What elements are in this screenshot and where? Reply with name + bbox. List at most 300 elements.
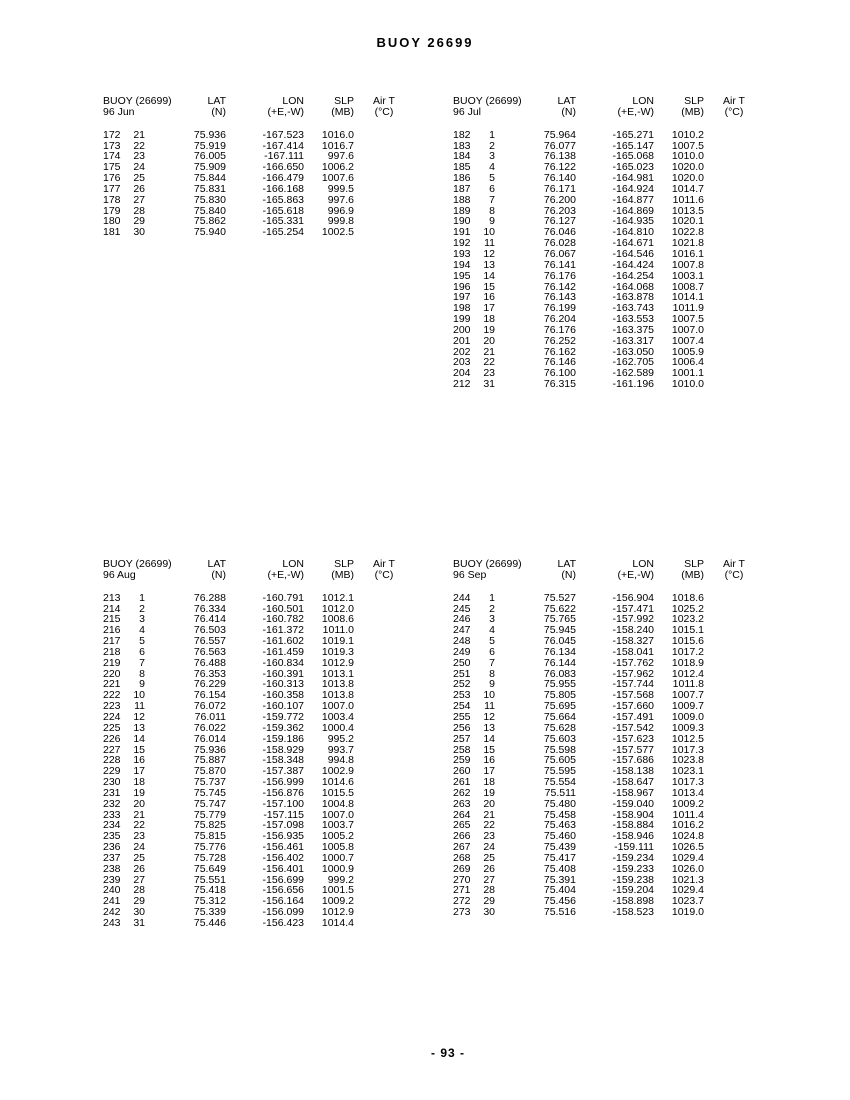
day-cell: 26 bbox=[133, 862, 145, 875]
lon-unit: (+E,-W) bbox=[617, 105, 654, 118]
day-cell: 20 bbox=[483, 797, 495, 810]
lat-cell: 76.122 bbox=[543, 161, 576, 174]
slp-cell: 997.6 bbox=[327, 150, 354, 163]
day-of-year-cell: 183 bbox=[453, 139, 471, 152]
lat-cell: 76.557 bbox=[193, 635, 226, 648]
day-cell: 1 bbox=[139, 591, 145, 604]
table-row bbox=[453, 303, 764, 314]
day-cell: 11 bbox=[484, 700, 495, 713]
day-cell: 4 bbox=[489, 624, 495, 637]
day-of-year-cell: 189 bbox=[453, 204, 471, 217]
day-cell: 11 bbox=[134, 700, 145, 713]
slp-cell: 1003.1 bbox=[671, 269, 704, 282]
day-cell: 28 bbox=[483, 884, 495, 897]
lon-cell: -167.414 bbox=[262, 139, 304, 152]
table-row bbox=[453, 227, 764, 238]
day-cell: 1 bbox=[489, 591, 495, 604]
lat-cell: 76.138 bbox=[543, 150, 576, 163]
table-row bbox=[103, 864, 414, 875]
day-cell: 13 bbox=[483, 258, 495, 271]
slp-cell: 1019.0 bbox=[671, 906, 704, 919]
lon-unit: (+E,-W) bbox=[267, 568, 304, 581]
table-row bbox=[453, 820, 764, 831]
slp-cell: 999.8 bbox=[327, 215, 354, 228]
lon-cell: -165.271 bbox=[612, 128, 654, 141]
buoy-id-header: BUOY (26699) bbox=[103, 95, 172, 107]
table-row bbox=[103, 745, 414, 756]
table-row bbox=[453, 799, 764, 810]
table-row bbox=[103, 593, 414, 604]
lon-cell: -159.040 bbox=[612, 797, 654, 810]
lon-cell: -160.501 bbox=[262, 602, 304, 615]
day-cell: 8 bbox=[139, 667, 145, 680]
day-of-year-cell: 253 bbox=[453, 689, 471, 702]
day-of-year-cell: 230 bbox=[103, 776, 121, 789]
lon-cell: -159.234 bbox=[612, 851, 654, 864]
day-cell: 2 bbox=[489, 139, 495, 152]
lat-cell: 76.154 bbox=[193, 689, 226, 702]
lon-cell: -167.523 bbox=[262, 128, 304, 141]
table-row bbox=[453, 206, 764, 217]
lon-cell: -157.660 bbox=[612, 700, 654, 713]
day-of-year-cell: 195 bbox=[453, 269, 471, 282]
table-header-row bbox=[103, 96, 414, 107]
lat-cell: 75.909 bbox=[193, 161, 226, 174]
day-cell: 8 bbox=[489, 204, 495, 217]
slp-cell: 1010.0 bbox=[671, 378, 704, 391]
table-row bbox=[453, 896, 764, 907]
lat-cell: 75.870 bbox=[193, 765, 226, 778]
day-of-year-cell: 177 bbox=[103, 182, 121, 195]
lon-cell: -156.656 bbox=[262, 884, 304, 897]
lat-cell: 76.288 bbox=[193, 591, 226, 604]
lat-cell: 75.919 bbox=[193, 139, 226, 152]
day-of-year-cell: 214 bbox=[103, 602, 121, 615]
table-row bbox=[103, 788, 414, 799]
slp-cell: 1003.4 bbox=[321, 710, 354, 723]
lon-cell: -157.542 bbox=[612, 721, 654, 734]
buoy-id-header: BUOY (26699) bbox=[453, 558, 522, 570]
lat-cell: 76.005 bbox=[193, 150, 226, 163]
lon-cell: -156.699 bbox=[262, 873, 304, 886]
table-row bbox=[453, 853, 764, 864]
lat-cell: 76.171 bbox=[543, 182, 576, 195]
day-cell: 21 bbox=[483, 345, 495, 358]
day-cell: 5 bbox=[139, 635, 145, 648]
lat-cell: 75.628 bbox=[543, 721, 576, 734]
lat-cell: 76.144 bbox=[543, 656, 576, 669]
lon-cell: -158.904 bbox=[612, 808, 654, 821]
day-cell: 23 bbox=[133, 830, 145, 843]
table-unit-row bbox=[453, 570, 764, 581]
day-cell: 25 bbox=[483, 851, 495, 864]
lat-cell: 75.312 bbox=[193, 895, 226, 908]
slp-unit: (MB) bbox=[331, 568, 354, 581]
table-row bbox=[453, 842, 764, 853]
day-of-year-cell: 237 bbox=[103, 851, 121, 864]
day-of-year-cell: 263 bbox=[453, 797, 471, 810]
day-of-year-cell: 185 bbox=[453, 161, 471, 174]
table-row bbox=[103, 227, 414, 238]
day-cell: 26 bbox=[483, 862, 495, 875]
slp-cell: 1019.1 bbox=[321, 635, 354, 648]
table-row bbox=[103, 831, 414, 842]
day-cell: 7 bbox=[489, 656, 495, 669]
lat-cell: 75.815 bbox=[193, 830, 226, 843]
table-row bbox=[103, 734, 414, 745]
lon-cell: -159.772 bbox=[262, 710, 304, 723]
day-cell: 30 bbox=[133, 226, 145, 239]
table-row bbox=[103, 679, 414, 690]
day-cell: 10 bbox=[483, 689, 495, 702]
day-of-year-cell: 226 bbox=[103, 732, 121, 745]
day-of-year-cell: 260 bbox=[453, 765, 471, 778]
slp-cell: 1005.9 bbox=[671, 345, 704, 358]
day-cell: 16 bbox=[133, 754, 145, 767]
slp-cell: 1013.5 bbox=[671, 204, 704, 217]
table-row bbox=[103, 206, 414, 217]
day-cell: 6 bbox=[489, 182, 495, 195]
buoy-table-jun bbox=[103, 96, 414, 238]
lon-cell: -156.999 bbox=[262, 776, 304, 789]
lon-cell: -163.050 bbox=[612, 345, 654, 358]
lon-cell: -159.186 bbox=[262, 732, 304, 745]
lon-cell: -162.589 bbox=[612, 367, 654, 380]
day-of-year-cell: 212 bbox=[453, 378, 471, 391]
slp-cell: 1013.8 bbox=[321, 689, 354, 702]
lat-cell: 76.563 bbox=[193, 645, 226, 658]
slp-cell: 1012.9 bbox=[321, 656, 354, 669]
table-header-row bbox=[103, 559, 414, 570]
day-cell: 23 bbox=[483, 830, 495, 843]
slp-unit: (MB) bbox=[681, 568, 704, 581]
table-row bbox=[103, 162, 414, 173]
lat-cell: 75.830 bbox=[193, 193, 226, 206]
table-row bbox=[103, 614, 414, 625]
day-cell: 23 bbox=[483, 367, 495, 380]
slp-cell: 1015.1 bbox=[671, 624, 704, 637]
lat-cell: 75.936 bbox=[193, 128, 226, 141]
day-cell: 27 bbox=[483, 873, 495, 886]
day-cell: 26 bbox=[133, 182, 145, 195]
lon-cell: -156.099 bbox=[262, 906, 304, 919]
table-unit-row bbox=[103, 570, 414, 581]
table-row bbox=[453, 658, 764, 669]
table-row bbox=[103, 907, 414, 918]
day-cell: 27 bbox=[133, 193, 145, 206]
slp-cell: 1014.4 bbox=[321, 917, 354, 929]
lat-cell: 76.229 bbox=[193, 678, 226, 691]
table-row bbox=[453, 647, 764, 658]
slp-cell: 1018.9 bbox=[671, 656, 704, 669]
day-of-year-cell: 190 bbox=[453, 215, 471, 228]
lon-cell: -157.387 bbox=[262, 765, 304, 778]
day-of-year-cell: 255 bbox=[453, 710, 471, 723]
slp-cell: 1011.0 bbox=[322, 624, 354, 637]
table-row bbox=[453, 831, 764, 842]
lon-cell: -158.898 bbox=[612, 895, 654, 908]
day-cell: 24 bbox=[133, 841, 145, 854]
day-cell: 21 bbox=[133, 808, 145, 821]
table-row bbox=[103, 799, 414, 810]
day-cell: 28 bbox=[133, 204, 145, 217]
slp-cell: 1009.7 bbox=[671, 700, 704, 713]
lat-header: LAT bbox=[207, 95, 226, 107]
lat-unit: (N) bbox=[211, 568, 226, 581]
table-row bbox=[453, 292, 764, 303]
day-cell: 2 bbox=[489, 602, 495, 615]
lon-cell: -161.459 bbox=[262, 645, 304, 658]
slp-cell: 1009.2 bbox=[671, 797, 704, 810]
slp-cell: 1016.2 bbox=[671, 819, 704, 832]
slp-cell: 1017.3 bbox=[671, 743, 704, 756]
day-cell: 16 bbox=[483, 291, 495, 304]
slp-cell: 1006.2 bbox=[321, 161, 354, 174]
slp-cell: 1007.8 bbox=[671, 258, 704, 271]
lat-cell: 75.598 bbox=[543, 743, 576, 756]
lat-cell: 75.945 bbox=[543, 624, 576, 637]
slp-cell: 1007.7 bbox=[671, 689, 704, 702]
table-row bbox=[453, 734, 764, 745]
airt-header: Air T bbox=[373, 558, 395, 570]
day-of-year-cell: 264 bbox=[453, 808, 471, 821]
slp-cell: 1006.4 bbox=[671, 356, 704, 369]
slp-cell: 1008.7 bbox=[671, 280, 704, 293]
table-row bbox=[453, 216, 764, 227]
slp-cell: 1012.1 bbox=[321, 591, 354, 604]
lat-cell: 75.831 bbox=[193, 182, 226, 195]
lat-cell: 75.955 bbox=[543, 678, 576, 691]
lon-cell: -164.254 bbox=[612, 269, 654, 282]
day-cell: 27 bbox=[133, 873, 145, 886]
table-row bbox=[453, 701, 764, 712]
lat-cell: 76.353 bbox=[193, 667, 226, 680]
slp-cell: 1011.8 bbox=[672, 678, 704, 691]
day-cell: 14 bbox=[133, 732, 145, 745]
table-row bbox=[453, 885, 764, 896]
table-row bbox=[453, 875, 764, 886]
slp-cell: 1018.6 bbox=[671, 591, 704, 604]
buoy-table-sep bbox=[453, 559, 764, 918]
slp-cell: 1023.1 bbox=[671, 765, 704, 778]
table-row bbox=[103, 810, 414, 821]
lat-cell: 76.046 bbox=[543, 226, 576, 239]
lon-cell: -157.471 bbox=[612, 602, 654, 615]
day-of-year-cell: 242 bbox=[103, 906, 121, 919]
table-row bbox=[453, 679, 764, 690]
lon-cell: -156.461 bbox=[262, 841, 304, 854]
day-cell: 16 bbox=[483, 754, 495, 767]
header-gap bbox=[103, 581, 414, 593]
lat-cell: 76.176 bbox=[543, 323, 576, 336]
table-row bbox=[103, 701, 414, 712]
page-title: BUOY 26699 bbox=[376, 35, 474, 50]
table-row bbox=[453, 777, 764, 788]
day-cell: 31 bbox=[483, 378, 495, 391]
day-of-year-cell: 233 bbox=[103, 808, 121, 821]
day-cell: 19 bbox=[483, 323, 495, 336]
day-cell: 13 bbox=[133, 721, 145, 734]
day-of-year-cell: 265 bbox=[453, 819, 471, 832]
lat-cell: 75.554 bbox=[543, 776, 576, 789]
day-of-year-cell: 273 bbox=[453, 906, 471, 919]
day-of-year-cell: 197 bbox=[453, 291, 471, 304]
table-row bbox=[103, 625, 414, 636]
lon-cell: -164.935 bbox=[612, 215, 654, 228]
table-row bbox=[103, 151, 414, 162]
day-cell: 25 bbox=[133, 172, 145, 185]
lat-cell: 76.011 bbox=[194, 710, 226, 723]
airt-unit: (°C) bbox=[374, 568, 394, 581]
day-of-year-cell: 271 bbox=[453, 884, 471, 897]
period-label: 96 Aug bbox=[103, 568, 136, 581]
day-of-year-cell: 182 bbox=[453, 128, 471, 141]
day-of-year-cell: 248 bbox=[453, 635, 471, 648]
lat-cell: 75.458 bbox=[543, 808, 576, 821]
table-row bbox=[103, 777, 414, 788]
lat-cell: 76.022 bbox=[193, 721, 226, 734]
lon-cell: -161.602 bbox=[262, 635, 304, 648]
table-row bbox=[453, 357, 764, 368]
slp-cell: 1001.1 bbox=[671, 367, 704, 380]
lat-cell: 75.339 bbox=[193, 906, 226, 919]
lon-cell: -158.041 bbox=[612, 645, 654, 658]
lat-cell: 75.603 bbox=[543, 732, 576, 745]
day-of-year-cell: 231 bbox=[103, 786, 121, 799]
day-of-year-cell: 268 bbox=[453, 851, 471, 864]
day-of-year-cell: 181 bbox=[103, 226, 121, 239]
slp-cell: 1022.8 bbox=[671, 226, 704, 239]
table-row bbox=[103, 130, 414, 141]
day-cell: 10 bbox=[483, 226, 495, 239]
airt-header: Air T bbox=[723, 558, 745, 570]
table-row bbox=[103, 184, 414, 195]
day-cell: 10 bbox=[133, 689, 145, 702]
slp-cell: 1004.8 bbox=[321, 797, 354, 810]
table-row bbox=[453, 745, 764, 756]
day-of-year-cell: 262 bbox=[453, 786, 471, 799]
day-cell: 9 bbox=[489, 215, 495, 228]
lat-cell: 75.446 bbox=[193, 917, 226, 929]
day-cell: 22 bbox=[483, 356, 495, 369]
table-row bbox=[453, 347, 764, 358]
slp-cell: 1011.4 bbox=[672, 808, 704, 821]
table-row bbox=[453, 614, 764, 625]
slp-cell: 1007.5 bbox=[671, 313, 704, 326]
slp-cell: 996.9 bbox=[327, 204, 354, 217]
table-row bbox=[103, 690, 414, 701]
day-of-year-cell: 236 bbox=[103, 841, 121, 854]
day-cell: 15 bbox=[483, 743, 495, 756]
buoy-id-header: BUOY (26699) bbox=[453, 95, 522, 107]
lon-cell: -156.423 bbox=[262, 917, 304, 929]
lon-unit: (+E,-W) bbox=[617, 568, 654, 581]
lon-cell: -156.876 bbox=[262, 786, 304, 799]
day-cell: 13 bbox=[483, 721, 495, 734]
lon-cell: -158.946 bbox=[612, 830, 654, 843]
day-of-year-cell: 227 bbox=[103, 743, 121, 756]
table-row bbox=[453, 907, 764, 918]
day-cell: 29 bbox=[133, 215, 145, 228]
table-row bbox=[103, 766, 414, 777]
day-of-year-cell: 172 bbox=[103, 128, 121, 141]
slp-cell: 1009.2 bbox=[321, 895, 354, 908]
lon-cell: -160.391 bbox=[262, 667, 304, 680]
slp-cell: 1024.8 bbox=[671, 830, 704, 843]
day-cell: 6 bbox=[139, 645, 145, 658]
slp-cell: 1021.3 bbox=[671, 873, 704, 886]
day-of-year-cell: 221 bbox=[103, 678, 121, 691]
lat-cell: 75.936 bbox=[193, 743, 226, 756]
table-row bbox=[453, 325, 764, 336]
day-cell: 11 bbox=[484, 237, 495, 250]
day-cell: 22 bbox=[133, 139, 145, 152]
slp-cell: 1008.6 bbox=[321, 613, 354, 626]
table-row bbox=[453, 669, 764, 680]
lat-cell: 75.408 bbox=[543, 862, 576, 875]
period-label: 96 Jul bbox=[453, 105, 482, 118]
lon-cell: -157.686 bbox=[612, 754, 654, 767]
day-of-year-cell: 251 bbox=[453, 667, 471, 680]
table-row bbox=[103, 647, 414, 658]
lat-cell: 76.127 bbox=[543, 215, 576, 228]
slp-cell: 1007.4 bbox=[671, 334, 704, 347]
table-row bbox=[103, 853, 414, 864]
table-row bbox=[453, 336, 764, 347]
table-row bbox=[453, 260, 764, 271]
slp-cell: 1015.6 bbox=[671, 635, 704, 648]
table-row bbox=[103, 141, 414, 152]
lon-cell: -164.981 bbox=[612, 172, 654, 185]
airt-unit: (°C) bbox=[374, 105, 394, 118]
lon-cell: -165.618 bbox=[262, 204, 304, 217]
lon-cell: -163.878 bbox=[612, 291, 654, 304]
day-cell: 8 bbox=[489, 667, 495, 680]
day-of-year-cell: 194 bbox=[453, 258, 471, 271]
day-of-year-cell: 272 bbox=[453, 895, 471, 908]
lat-cell: 75.418 bbox=[193, 884, 226, 897]
table-row bbox=[453, 723, 764, 734]
table-row bbox=[453, 184, 764, 195]
day-of-year-cell: 215 bbox=[103, 613, 121, 626]
day-cell: 19 bbox=[133, 786, 145, 799]
slp-cell: 1026.0 bbox=[671, 862, 704, 875]
lat-cell: 76.072 bbox=[193, 700, 226, 713]
lat-cell: 76.414 bbox=[193, 613, 226, 626]
day-cell: 3 bbox=[489, 150, 495, 163]
table-row bbox=[103, 173, 414, 184]
lon-unit: (+E,-W) bbox=[267, 105, 304, 118]
lat-cell: 76.334 bbox=[193, 602, 226, 615]
slp-cell: 1005.8 bbox=[321, 841, 354, 854]
buoy-table-jul bbox=[453, 96, 764, 390]
day-of-year-cell: 201 bbox=[453, 334, 471, 347]
lat-cell: 76.252 bbox=[543, 334, 576, 347]
day-of-year-cell: 267 bbox=[453, 841, 471, 854]
day-cell: 17 bbox=[133, 765, 145, 778]
slp-cell: 1007.6 bbox=[321, 172, 354, 185]
slp-cell: 1016.0 bbox=[321, 128, 354, 141]
slp-cell: 1009.3 bbox=[671, 721, 704, 734]
day-cell: 25 bbox=[133, 851, 145, 864]
lon-cell: -159.238 bbox=[612, 873, 654, 886]
lon-cell: -159.111 bbox=[614, 841, 654, 854]
lat-cell: 75.391 bbox=[543, 873, 576, 886]
slp-cell: 1019.3 bbox=[321, 645, 354, 658]
lon-cell: -164.924 bbox=[612, 182, 654, 195]
slp-unit: (MB) bbox=[681, 105, 704, 118]
lat-cell: 75.940 bbox=[193, 226, 226, 239]
